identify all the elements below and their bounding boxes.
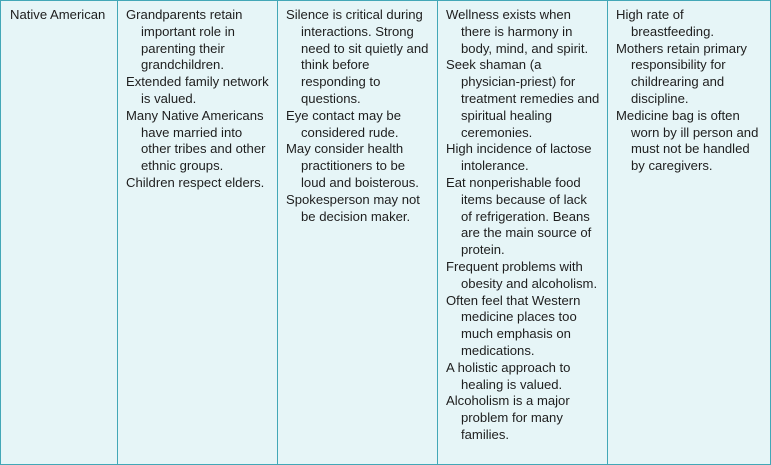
communication-entry: Silence is critical during interactions. Strong need to sit quietly and think before responding to questions. xyxy=(286,7,429,106)
group-cell xyxy=(1,1,118,464)
health-entry: Eat nonperishable food items because of lack of refrigeration. Beans are the main source of protein. xyxy=(446,174,592,258)
group-name: Native American xyxy=(10,7,106,22)
childrearing-cell xyxy=(608,1,770,464)
health-entry: A holistic approach to healing is valued. xyxy=(446,359,571,392)
health-entry: Alcoholism is a major problem for many families. xyxy=(446,393,570,442)
health-entry: High incidence of lactose intolerance. xyxy=(446,141,592,174)
family-entry: Many Native Americans have married into other tribes and other ethnic groups. xyxy=(126,107,266,174)
health-entry: Often feel that Western medicine places too much emphasis on medications. xyxy=(446,292,581,358)
childrearing-entry: Mothers retain primary responsibility for childrearing and discipline. xyxy=(616,40,747,106)
health-cell xyxy=(438,1,608,464)
communication-entry: Spokesperson may not be decision maker. xyxy=(286,191,420,224)
health-entry: Seek shaman (a physician-priest) for treatment remedies and spiritual healing ceremonies. xyxy=(446,57,600,140)
communication-entry: May consider health practitioners to be loud and boisterous. xyxy=(286,141,419,190)
family-entry: Extended family network is valued. xyxy=(126,74,269,106)
health-entry: Wellness exists when there is harmony in body, mind, and spirit. xyxy=(446,7,589,56)
health-entry: Frequent problems with obesity and alcoholism. xyxy=(446,258,598,291)
family-entry: Children respect elders. xyxy=(126,174,265,190)
childrearing-entry: High rate of breastfeeding. xyxy=(616,7,714,39)
family-cell xyxy=(118,1,278,464)
communication-entry: Eye contact may be considered rude. xyxy=(286,107,401,140)
communication-cell xyxy=(278,1,438,464)
childrearing-entry: Medicine bag is often worn by ill person and must not be handled by caregivers. xyxy=(616,107,759,174)
family-entry: Grandparents retain important role in parenting their grandchildren. xyxy=(126,7,243,73)
